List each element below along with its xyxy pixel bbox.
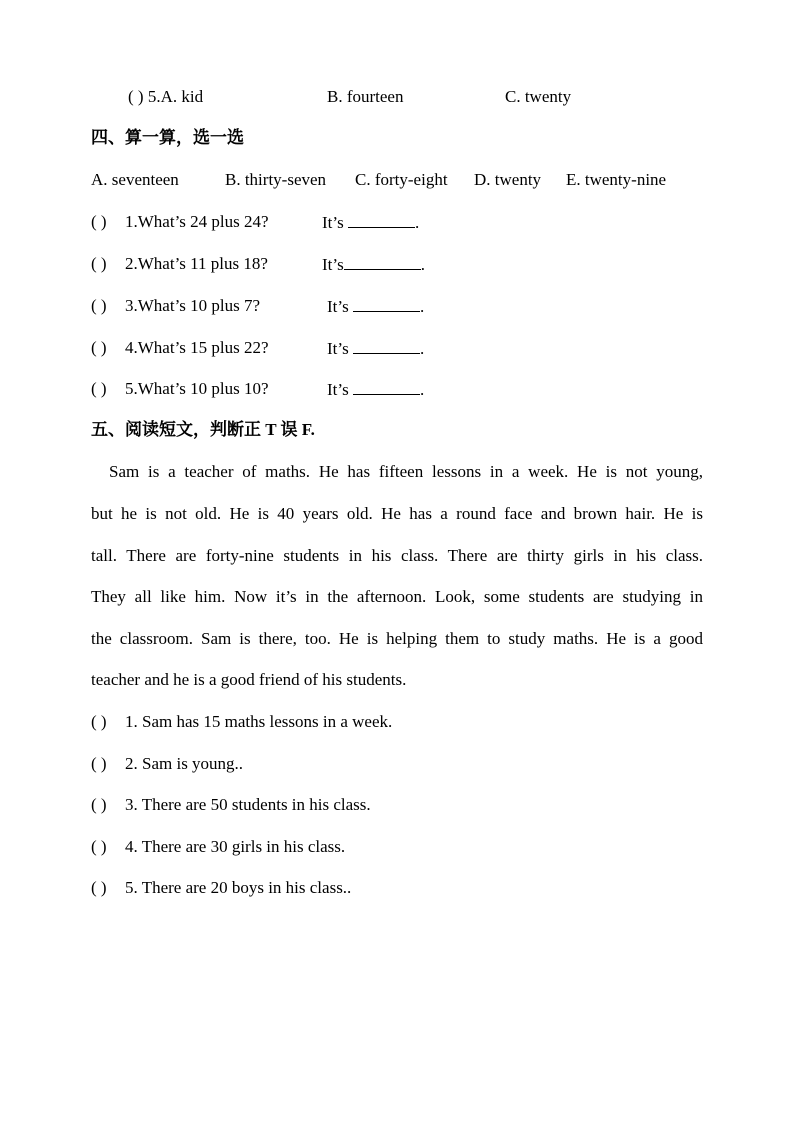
statement-text: 1. Sam has 15 maths lessons in a week. <box>125 712 393 731</box>
passage-line: teacher and he is a good friend of his students. <box>91 670 407 689</box>
answer-paren: ( ) <box>91 712 107 731</box>
answer-blank[interactable] <box>353 296 420 312</box>
answer-line: It’s . <box>322 213 420 232</box>
question-text: 2.What’s 11 plus 18? <box>125 254 268 273</box>
question-text: 1.What’s 24 plus 24? <box>125 212 269 231</box>
answer-paren: ( ) <box>91 795 107 814</box>
question-text: 4.What’s 15 plus 22? <box>125 338 269 357</box>
answer-blank[interactable] <box>353 379 420 395</box>
answer-paren: ( ) <box>91 338 107 357</box>
option-b: B. fourteen <box>327 87 404 106</box>
passage-line: but he is not old. He is 40 years old. He has a round face and brown hair. He is <box>91 504 703 523</box>
answer-paren: ( ) <box>91 296 107 315</box>
option-d: D. twenty <box>474 170 542 189</box>
option-c: C. forty-eight <box>355 170 448 189</box>
option-a: 5.A. kid <box>147 87 204 106</box>
answer-paren: ( ) <box>91 878 107 897</box>
answer-paren: ( ) <box>91 379 107 398</box>
question-text: 3.What’s 10 plus 7? <box>125 296 261 315</box>
answer-paren: ( ) <box>128 87 144 106</box>
question-text: 5.What’s 10 plus 10? <box>125 379 269 398</box>
answer-line: It’s . <box>322 255 425 274</box>
answer-blank[interactable] <box>353 338 420 354</box>
statement-text: 3. There are 50 students in his class. <box>125 795 371 814</box>
passage-line: tall. There are forty-nine students in his class. There are thirty girls in his class. <box>91 546 703 565</box>
answer-paren: ( ) <box>91 212 107 231</box>
answer-line: It’s . <box>327 380 425 399</box>
answer-line: It’s . <box>327 297 425 316</box>
question-5-line <box>128 87 203 107</box>
statement-text: 5. There are 20 boys in his class.. <box>125 878 352 897</box>
option-b: B. thirty-seven <box>225 170 327 189</box>
passage-line: the classroom. Sam is there, too. He is helping them to study maths. He is a good <box>91 629 703 648</box>
answer-paren: ( ) <box>91 837 107 856</box>
option-e: E. twenty-nine <box>566 170 667 189</box>
statement-text: 4. There are 30 girls in his class. <box>125 837 346 856</box>
answer-paren: ( ) <box>91 254 107 273</box>
passage-line: They all like him. Now it’s in the afternoon. Look, some students are studying in <box>91 587 703 606</box>
answer-line: It’s . <box>327 339 425 358</box>
section-5-heading: 五、阅读短文，判断正 T 误 F. <box>91 420 315 439</box>
option-c: C. twenty <box>505 87 572 106</box>
statement-text: 2. Sam is young.. <box>125 754 244 773</box>
answer-blank[interactable] <box>348 212 415 228</box>
answer-paren: ( ) <box>91 754 107 773</box>
section-4-heading: 四、算一算，选一选 <box>91 128 244 147</box>
option-a: A. seventeen <box>91 170 179 189</box>
passage-line: Sam is a teacher of maths. He has fifteen lessons in a week. He is not young, <box>109 462 703 481</box>
answer-blank[interactable] <box>344 254 421 270</box>
